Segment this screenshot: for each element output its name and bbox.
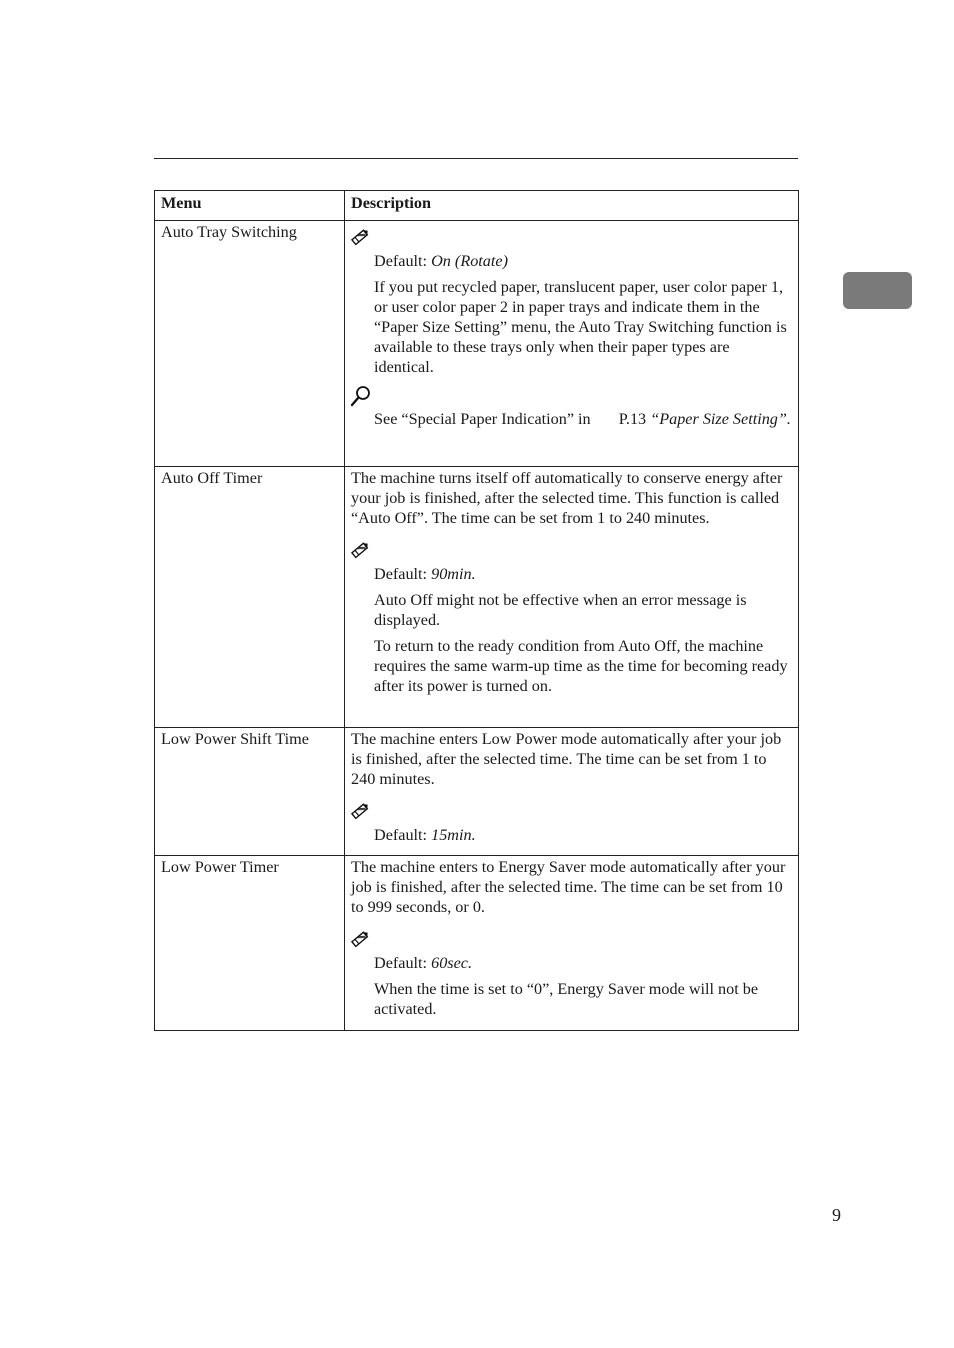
table-row xyxy=(155,728,799,856)
table-row xyxy=(155,467,799,728)
menu-name: Auto Off Timer xyxy=(155,467,345,728)
description-column-header: Description xyxy=(345,191,799,221)
intro-text: The machine enters Low Power mode automatically after your job is finished, after the selected time. The time can be set from 1 to 240 minutes. xyxy=(351,730,782,788)
menu-name: Auto Tray Switching xyxy=(155,221,345,467)
pencil-note-icon xyxy=(350,540,792,562)
chapter-tab xyxy=(843,272,912,309)
default-setting xyxy=(351,825,792,845)
description-cell xyxy=(345,728,799,856)
default-value: On (Rotate) xyxy=(431,252,508,270)
menu-column-header: Menu xyxy=(155,191,345,221)
default-value: 60sec. xyxy=(431,954,472,972)
note-text: If you put recycled paper, translucent paper, user color paper 1, or user color paper 2 in paper trays and indicate them in the “Paper Size Setting” menu, the Auto Tray Switching function is available to these trays only when their paper types are identical. xyxy=(374,278,787,376)
description-cell xyxy=(345,856,799,1031)
default-setting xyxy=(351,953,792,973)
pencil-note-icon xyxy=(350,801,792,823)
default-setting xyxy=(351,251,792,271)
default-value: 15min. xyxy=(431,826,476,844)
intro-text: The machine enters to Energy Saver mode automatically after your job is finished, after the selected time. The time can be set from 10 to 999 seconds, or 0. xyxy=(351,858,786,916)
table-row xyxy=(155,221,799,467)
magnifier-reference-icon xyxy=(350,385,792,407)
table-row xyxy=(155,856,799,1031)
reference-title[interactable]: “Paper Size Setting”. xyxy=(650,410,791,428)
description-cell xyxy=(345,467,799,728)
table-header-row xyxy=(155,191,799,221)
reference-page[interactable]: P.13 xyxy=(618,410,651,428)
settings-table xyxy=(154,190,799,1031)
page-number: 9 xyxy=(832,1205,841,1225)
note-text: To return to the ready condition from Auto Off, the machine requires the same warm-up time as the time for becoming ready after its power is turned on. xyxy=(374,637,788,695)
default-label: Default: xyxy=(374,565,432,583)
description-cell xyxy=(345,221,799,467)
menu-name: Low Power Shift Time xyxy=(155,728,345,856)
intro-text: The machine turns itself off automatically to conserve energy after your job is finished, after the selected time. This function is called “Auto Off”. The time can be set from 1 to 240 minutes. xyxy=(351,469,783,527)
default-label: Default: xyxy=(374,252,432,270)
note-text: When the time is set to “0”, Energy Saver mode will not be activated. xyxy=(374,980,759,1018)
reference-text: See “Special Paper Indication” in xyxy=(374,410,595,428)
note-text: Auto Off might not be effective when an error message is displayed. xyxy=(374,591,747,629)
pencil-note-icon xyxy=(350,227,792,249)
pencil-note-icon xyxy=(350,929,792,951)
default-label: Default: xyxy=(374,954,432,972)
menu-name: Low Power Timer xyxy=(155,856,345,1031)
reference-note xyxy=(351,409,792,429)
default-value: 90min. xyxy=(431,565,476,583)
header-rule xyxy=(154,158,798,159)
default-setting xyxy=(351,564,792,584)
default-label: Default: xyxy=(374,826,432,844)
